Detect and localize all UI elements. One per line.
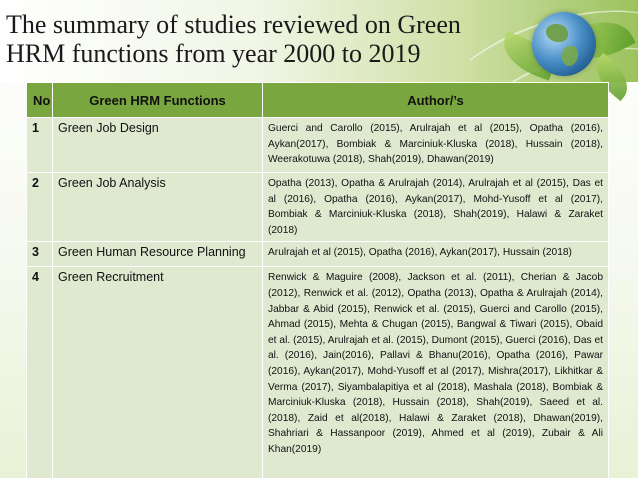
studies-table: [26, 82, 609, 478]
row-number: 3: [27, 242, 53, 267]
table-row: [27, 242, 609, 267]
row-number: 2: [27, 173, 53, 242]
globe-icon: [532, 12, 596, 76]
table-row: [27, 118, 609, 173]
header-no: No: [27, 83, 53, 118]
row-authors: Opatha (2013), Opatha & Arulrajah (2014), Arulrajah et al (2015), Das et al (2016), Opatha (2016), Aykan(2017), Mohd-Yusoff et al (2017), Bombiak & Marciniuk-Kluska (2018), Shah(2019), Halawi & Zaraket (2018): [263, 173, 609, 242]
row-number: 1: [27, 118, 53, 173]
row-function: Green Job Design: [53, 118, 263, 173]
row-function: Green Human Resource Planning: [53, 242, 263, 267]
row-number: 4: [27, 267, 53, 478]
row-function: Green Job Analysis: [53, 173, 263, 242]
header-authors: Author/’s: [263, 83, 609, 118]
table-row: [27, 267, 609, 478]
table-header-row: [27, 83, 609, 118]
table-row: [27, 173, 609, 242]
row-authors: Guerci and Carollo (2015), Arulrajah et al (2015), Opatha (2016), Aykan(2017), Bombiak & Marciniuk-Kluska (2018), Hussain (2018), Weerakotuwa (2018), Shah(2019), Dhawan(2019): [263, 118, 609, 173]
row-authors: Renwick & Maguire (2008), Jackson et al. (2011), Cherian & Jacob (2012), Renwick et al. (2012), Opatha (2013), Opatha & Arulrajah (2014), Jabbar & Abid (2015), Renwick et al. (2015), Guerci and Carollo (2015), Ahmad (2015), Mehta & Chugan (2015), Bangwal & Tiwari (2015), Obaid et al. (2015), Arulrajah et al. (2015), Dumont (2015), Guerci (2016), Das et al. (2016), Jain(2016), Pallavi & Bhanu(2016), Opatha (2016), Pawar (2016), Aykan(2017), Mohd-Yusoff et al (2017), Mishra(2017), Likhitkar & Verma (2017), Siyambalapitiya et al (2018), Mashala (2018), Bombiak & Marciniuk-Kluska (2018), Hussain (2018), Shah(2019), Saeed et al. (2018), Zaid et al(2018), Halawi & Zaraket (2018), Dhawan(2019), Shahriari & Hassanpoor (2019), Ahmed et al (2019), Zubair & Ali Khan(2019): [263, 267, 609, 478]
row-function: Green Recruitment: [53, 267, 263, 478]
header-functions: Green HRM Functions: [53, 83, 263, 118]
slide-title: The summary of studies reviewed on Green HRM functions from year 2000 to 2019: [6, 10, 461, 68]
row-authors: Arulrajah et al (2015), Opatha (2016), Aykan(2017), Hussain (2018): [263, 242, 609, 267]
